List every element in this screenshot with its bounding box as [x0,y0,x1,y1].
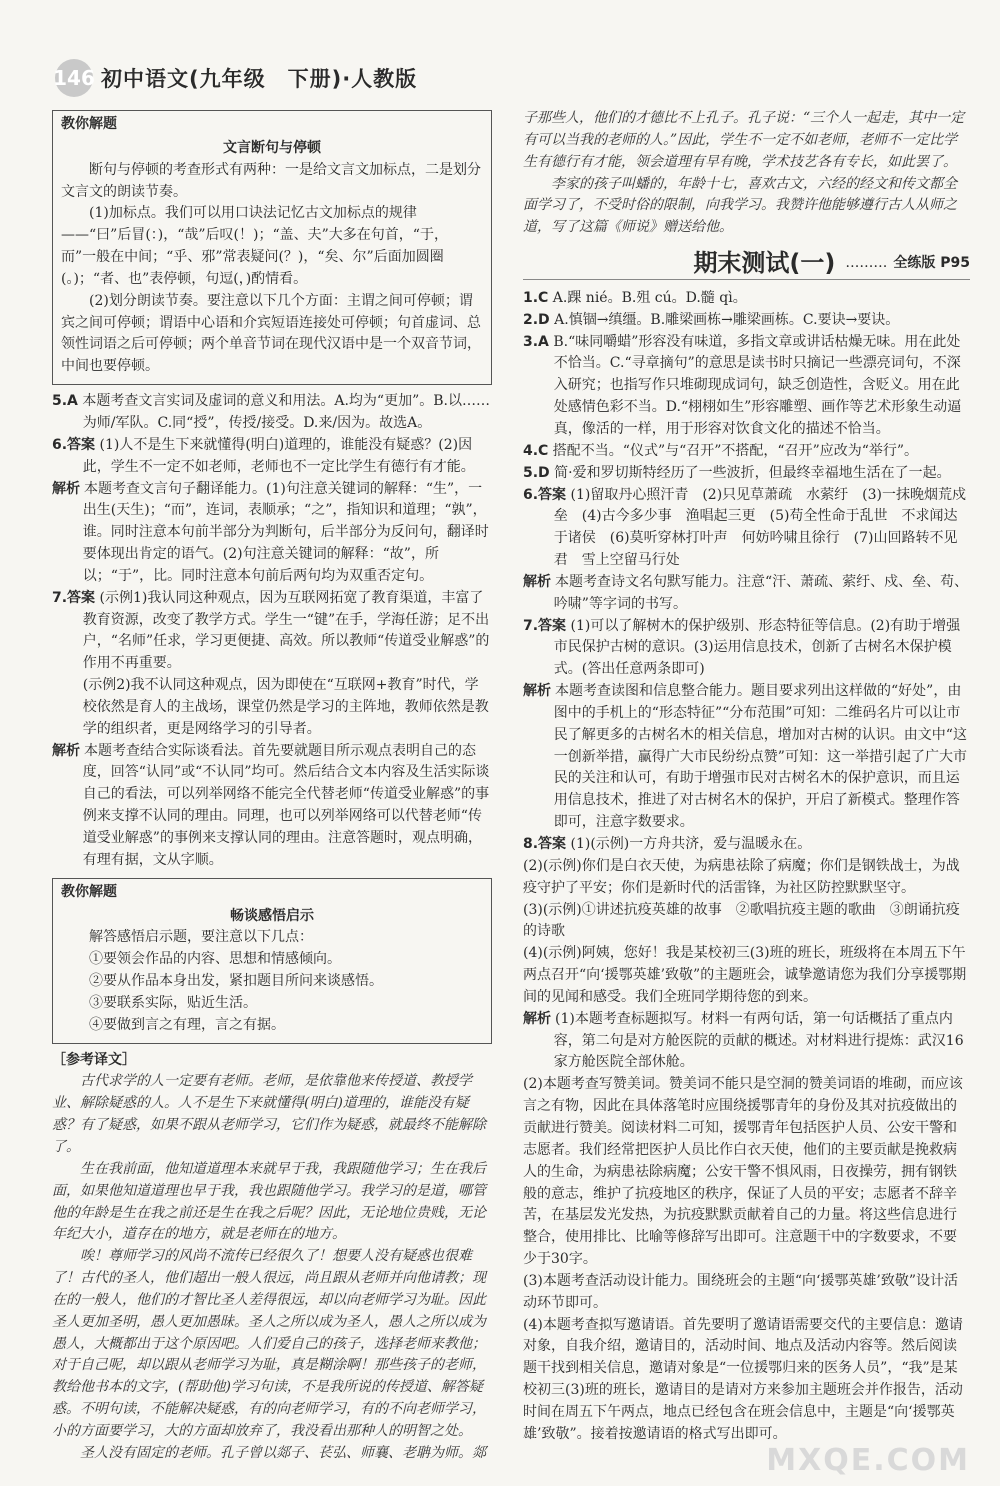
translation-paragraph: 生在我前面，他知道道理本来就早于我，我跟随他学习；生在我后面，如果他知道道理也早于我，我也跟随他学习。我学习的是道，哪管他的年龄是生在我之前还是生在我之后呢？因此，无论地位贵贱，无论年纪大小，道存在的地方，就是老师在的地方。 [52,1160,486,1243]
answer-number: 6.答案 [523,486,567,503]
page-number-badge: 146 [55,59,93,97]
translation-paragraph: 圣人没有固定的老师。孔子曾以郯子、苌弘、师襄、老聃为师。郯 [80,1444,486,1461]
reference-translation-title: ［参考译文］ [52,1051,136,1068]
analysis-label: 解析 [52,480,80,497]
answer-item [523,616,970,682]
answer-text: 搭配不当。“仪式”与“召开”不搭配，“召开”应改为“举行”。 [552,442,919,459]
answer-text: A.慎锢→缜缰。B.雕梁画栋→雕梁画栋。C.要诀→要诀。 [554,311,900,328]
answer-item [523,834,970,856]
right-column [523,108,970,1446]
left-column [52,110,492,1465]
answer-text: (4)本题考查拟写邀请语。首先要明了邀请语需要交代的主要信息：邀请对象，自我介绍，邀请目的，活动时间、地点及活动内容等。然后阅读题干找到相关信息，邀请对象是“一位援鄂归来的医务人员”，“我”是某校初三(3)班的班长，邀请目的是请对方来参加主题班会并作报告，活动时间在周五下午两点，地点已经包含在班会信息中，主题是“向‘援鄂英雄’致敬”。接着按邀请语的格式写出即可。 [523,1316,963,1442]
answer-text: (3)(示例)①讲述抗疫英雄的故事 ②歌唱抗疫主题的歌曲 ③朗诵抗疫的诗歌 [523,901,960,940]
exam-dots: ……… [845,255,888,272]
tip-paragraph: (2)划分朗读节奏。要注意以下几个方面：主谓之间可停顿；谓宾之间可停顿；谓语中心语和介宾短语连接处可停顿；句首虚词、总领性词语之后可停顿；两个单音节词在现代汉语中是一个双音节词，中间也要停顿。 [61,292,481,375]
tip-box-subheading: 畅谈感悟启示 [230,907,314,924]
tip-paragraph: ③要联系实际，贴近生活。 [89,994,257,1011]
answer-item [52,675,492,741]
answer-item [52,391,492,435]
answer-item [523,485,970,572]
answer-text: (示例1)我认同这种观点，因为互联网拓宽了教育渠道，丰富了教育资源，改变了教学方式。学生一“键”在手，学海任游；足不出户，“名师”任求，学习更便捷、高效。所以教师“传道受业解惑”的作用不再重要。 [82,589,490,672]
answer-number: 6.答案 [52,436,96,453]
answer-number: 8.答案 [523,836,567,852]
exam-page-ref: 全练版 P95 [893,255,970,272]
answer-item [523,463,970,485]
answer-text: 简·爱和罗切斯特经历了一些波折，但最终幸福地生活在了一起。 [554,464,951,481]
analysis-label: 解析 [52,742,80,759]
translation-paragraph: 李家的孩子叫蟠的，年龄十七，喜欢古文，六经的经文和传文都全面学习了，不受时俗的限制，向我学习。我赞许他能够遵行古人从师之道，写了这篇《师说》赠送给他。 [523,175,957,236]
tip-paragraph: 解答感悟启示题，要注意以下几点： [89,929,313,946]
exam-title-row [523,249,970,280]
answer-number: 1.C [523,289,549,306]
tip-paragraph: ②要从作品本身出发，紧扣题目所问来谈感悟。 [89,973,383,990]
analysis-label: 解析 [523,1010,551,1027]
page-header [55,60,955,96]
answer-item [523,441,970,463]
tip-box-subheading: 文言断句与停顿 [223,139,321,156]
answer-item [523,943,970,1009]
answer-text: 本题考查文言句子翻译能力。(1)句注意关键词的解释：“生”，一出生(天生)；“而”，连词，表顺承；“之”，指知识和道理；“孰”，谁。同时注意本句前半部分为判断句，后半部分为反问句，翻译时要体现出肯定的语气。(2)句注意关键词的解释：“故”，所以；“于”，比。同时注意本句前后两句均为双重否定句。 [82,480,489,584]
answer-text: (示例2)我不认同这种观点，因为即使在“互联网+教育”时代，学校依然是育人的主战场，课堂仍然是学习的主阵地，教师依然是教学的组织者，更是网络学习的引导者。 [82,677,489,737]
answer-item [523,900,970,944]
reference-translation-continued [523,108,970,239]
answer-text: (2)本题考查写赞美词。赞美词不能只是空洞的赞美词语的堆砌，而应该言之有物，因此在具体落笔时应围绕援鄂青年的身份及其对抗疫做出的贡献进行赞美。阅读材料二可知，援鄂青年包括医护人员、公安干警和志愿者。我们经常把医护人员比作白衣天使，他们的主要贡献是挽救病人的生命，为病患祛除病魔；公安干警不惧风雨，日夜操劳，拥有钢铁般的意志，维护了抗疫地区的秩序，保证了人员的平安；志愿者不辞辛苦，在基层发光发热，为抗疫默默贡献着自己的力量。将这些信息进行整合，使用排比、比喻等修辞写出即可。注意题干中的字数要求，不要少于30字。 [523,1076,963,1268]
answer-text: (1)留取丹心照汗青 (2)只见草萧疏 水萦纡 (3)一抹晚烟荒戍垒 (4)古今多少事 渔唱起三更 (5)苟全性命于乱世 不求闻达于诸侯 (6)莫听穿林打叶声 何妨吟啸且徐行 (7)山回路转不见君 雪上空留马行处 [553,486,967,569]
answer-item [523,681,970,834]
answer-item [523,310,970,332]
answer-text: 本题考查诗文名句默写能力。注意“汗、萧疏、萦纡、戍、垒、苟、吟啸”等字词的书写。 [553,573,969,612]
tip-paragraph: ①要领会作品的内容、思想和情感倾向。 [89,951,341,968]
tip-paragraph: ④要做到言之有理，言之有据。 [89,1016,285,1033]
tip-box-sentence-break [52,110,492,385]
answer-item [523,1271,970,1315]
answer-item [52,479,492,588]
book-title: 初中语文(九年级 下册)·人教版 [101,67,418,91]
exam-title: 期末测试(一) [693,249,836,278]
answer-text: 本题考查读图和信息整合能力。题目要求列出这样做的“好处”，由图中的手机上的“形态特征”“分布范围”可知：二维码名片可以让市民了解更多的古树名木的相关信息，增加对古树的认识。由文中“这一创新举措，赢得广大市民纷纷点赞”可知：这一举措引起了广大市民的关注和认可，有助于增强市民对古树名木的保护意识，而且运用信息技术，推进了对古树名木的保护，开启了新模式。整理作答即可，注意字数要求。 [553,683,967,831]
answer-number: 5.D [523,464,550,481]
answer-text: (1)人不是生下来就懂得(明白)道理的，谁能没有疑惑？(2)因此，学生不一定不如老师，老师也不一定比学生有德行有才能。 [82,436,475,475]
answer-item [523,1315,970,1446]
answer-item [52,588,492,675]
answer-text: 本题考查文言实词及虚词的意义和用法。A.均为“更加”。B.以……为师/军队。C.同“授”，传授/接受。D.来/因为。故选A。 [82,393,490,431]
answer-item [52,435,492,479]
answer-text: B.“味同嚼蜡”形容没有味道，多指文章或讲话枯燥无味。用在此处不恰当。C.“寻章摘句”的意思是读书时只摘记一些漂亮词句，不深入研究；也指写作只堆砌现成词句，缺乏创造性，含贬义。用在此处感情色彩不当。D.“栩栩如生”形容雕塑、画作等艺术形象生动逼真，像活的一样，用于形容对饮食文化的描述不恰当。 [553,333,962,437]
answer-text: (3)本题考查活动设计能力。围绕班会的主题“向‘援鄂英雄’致敬”设计活动环节即可。 [523,1272,959,1311]
translation-paragraph: 子那些人，他们的才德比不上孔子。孔子说：“三个人一起走，其中一定有可以当我的老师的人。”因此，学生不一定不如老师，老师不一定比学生有德行有才能，领会道理有早有晚，学术技艺各有专长，如此罢了。 [523,110,965,170]
answer-item [52,741,492,872]
answer-number: 7.答案 [52,589,96,606]
answer-text: A.踝 nié。B.殂 cú。D.髓 qì。 [552,289,747,306]
site-watermark: MXQE.COM [766,1443,970,1478]
tip-box-insight [52,878,492,1044]
answer-text: 本题考查结合实际谈看法。首先要就题目所示观点表明自己的态度，回答“认同”或“不认同”均可。然后结合文本内容及生活实际谈自己的看法，可以列举网络不能完全代替老师“传道受业解惑”的事例来支撑不认同的理由。同理，也可以列举网络可以代替老师“传道受业解惑”的事例来支撑认同的理由。注意答题时，观点明确，有理有据，文从字顺。 [82,742,490,868]
answer-number: 7.答案 [523,617,567,634]
translation-paragraph: 古代求学的人一定要有老师。老师，是依靠他来传授道、教授学业、解除疑惑的人。人不是生下来就懂得(明白)道理的，谁能没有疑惑？有了疑惑，如果不跟从老师学习，它们作为疑惑，就最终不能解除了。 [52,1073,486,1155]
answer-number: 4.C [523,442,549,459]
answer-item [523,332,970,441]
tip-box-heading: 教你解题 [61,116,117,132]
answer-number: 2.D [523,311,550,328]
answer-item [523,572,970,616]
analysis-label: 解析 [523,573,551,590]
answer-item [523,1074,970,1271]
answer-text: (1)(示例)一方舟共济，爱与温暖永在。 [570,836,812,852]
answer-text: (1)本题考查标题拟写。材料一有两句话，第一句话概括了重点内容，第二句是对方舱医院的贡献的概述。对材料进行提炼：武汉16家方舱医院全部休舱。 [553,1010,964,1071]
answer-text: (4)(示例)阿姨，您好！我是某校初三(3)班的班长，班级将在本周五下午两点召开“向‘援鄂英雄’致敬”的主题班会，诚挚邀请您为我们分享援鄂期间的见闻和感受。我们全班同学期待您的到来。 [523,945,967,1005]
answer-item [523,856,970,900]
tip-paragraph: 断句与停顿的考查形式有两种：一是给文言文加标点，二是划分文言文的朗读节奏。 [61,161,481,200]
answer-item [523,288,970,310]
answer-item [523,1009,970,1075]
translation-paragraph: 唉！尊师学习的风尚不流传已经很久了！想要人没有疑惑也很难了！古代的圣人，他们超出一般人很远，尚且跟从老师并向他请教；现在的一般人，他们的才智比圣人差得很远，却以向老师学习为耻。因此圣人更加圣明，愚人更加愚昧。圣人之所以成为圣人，愚人之所以成为愚人，大概都出于这个原因吧。人们爱自己的孩子，选择老师来教他；对于自己呢，却以跟从老师学习为耻，真是糊涂啊！那些孩子的老师，教给他书本的文字，(帮助他)学习句读，不是我所说的传授道、解答疑惑。不明句读，不能解决疑惑，有的向老师学习，有的不向老师学习，小的方面要学习，大的方面却放弃了，我没看出那种人的明智之处。 [52,1248,486,1439]
analysis-label: 解析 [523,683,551,700]
answer-text: (2)(示例)你们是白衣天使，为病患祛除了病魔；你们是钢铁战士，为战疫守护了平安；你们是新时代的活雷锋，为社区防控默默坚守。 [523,857,960,896]
tip-paragraph: (1)加标点。我们可以用口诀法记忆古文加标点的规律——“曰”后冒(：)，“哉”后叹(！)；“盖、夫”大多在句首，“于，而”一般在中间；“乎、邪”常表疑问(？)，“矣、尔”后面加圆圈(。)；“者、也”表停顿，句逗(，)酌情看。 [61,205,448,287]
reference-translation [52,1071,492,1464]
answer-number: 3.A [523,333,549,350]
answer-text: (1)可以了解树木的保护级别、形态特征等信息。(2)有助于增强市民保护古树的意识。(3)运用信息技术，创新了古树名木保护模式。(答出任意两条即可) [553,617,961,678]
tip-box-heading: 教你解题 [61,883,117,900]
answer-number: 5.A [52,393,78,410]
